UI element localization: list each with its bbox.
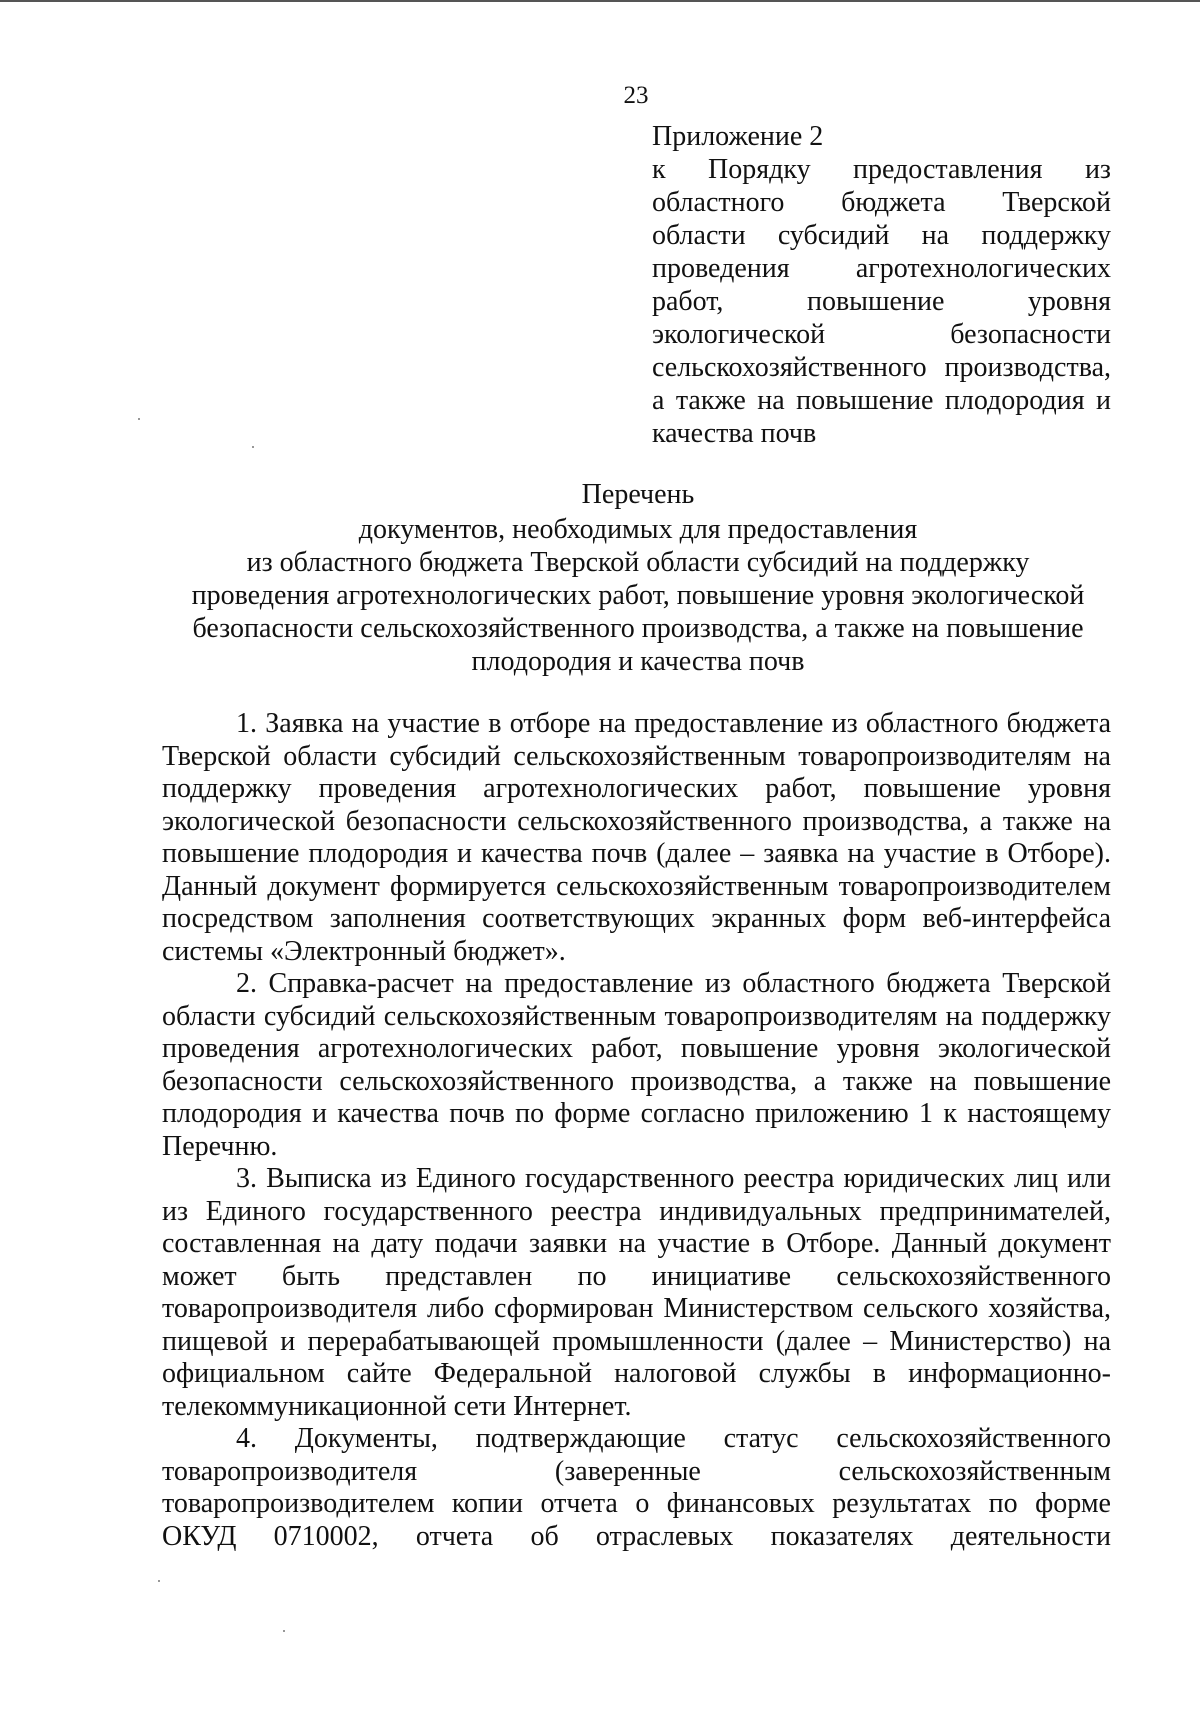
- heading-line: документов, необходимых для предоставления: [358, 514, 918, 545]
- appendix-text: к Порядку предоставления из областного бюджета Тверской области субсидий на поддержку проведения агротехнологических работ, повышение уровня экологической безопасности сельскохозяйственного производства, а также на повышение плодородия и качества почв: [652, 154, 1111, 449]
- scan-speck: [283, 1630, 285, 1632]
- scan-top-edge: [0, 0, 1200, 2]
- list-item-2: 2. Справка-расчет на предоставление из областного бюджета Тверской области субсидий сельскохозяйственным товаропроизводителям на поддержку проведения агротехнологических работ, повышение уровня экологической безопасности сельскохозяйственного производства, а также на повышение плодородия и качества почв по форме согласно приложению 1 к настоящему Перечню.: [162, 968, 1111, 1162]
- heading-title: Перечень: [581, 479, 695, 510]
- document-body: [162, 708, 1111, 1553]
- heading-line: проведения агротехнологических работ, повышение уровня экологической: [191, 580, 1085, 611]
- heading-line: плодородия и качества почв: [471, 646, 805, 677]
- heading-line: из областного бюджета Тверской области субсидий на поддержку: [246, 547, 1030, 578]
- list-item-1: 1. Заявка на участие в отборе на предоставление из областного бюджета Тверской области субсидий сельскохозяйственным товаропроизводителям на поддержку проведения агротехнологических работ, повышение уровня экологической безопасности сельскохозяйственного производства, а также на повышение плодородия и качества почв (далее – заявка на участие в Отборе). Данный документ формируется сельскохозяйственным товаропроизводителем посредством заполнения соответствующих экранных форм веб-интерфейса системы «Электронный бюджет».: [162, 708, 1111, 967]
- list-item-3: 3. Выписка из Единого государственного реестра юридических лиц или из Единого государственного реестра индивидуальных предпринимателей, составленная на дату подачи заявки на участие в Отборе. Данный документ может быть представлен по инициативе сельскохозяйственного товаропроизводителя либо сформирован Министерством сельского хозяйства, пищевой и перерабатывающей промышленности (далее – Министерство) на официальном сайте Федеральной налоговой службы в информационно-телекоммуникационной сети Интернет.: [162, 1163, 1111, 1422]
- scan-speck: [158, 1580, 160, 1582]
- list-item-4: 4. Документы, подтверждающие статус сельскохозяйственного товаропроизводителя (заверенные сельскохозяйственным товаропроизводителем копии отчета о финансовых результатах по форме ОКУД 0710002, отчета об отраслевых показателях деятельности: [162, 1423, 1111, 1552]
- page-number: 23: [623, 82, 649, 109]
- scan-speck: [138, 418, 140, 420]
- appendix-title: Приложение 2: [652, 121, 824, 152]
- document-heading: [160, 478, 1116, 678]
- appendix-block: [652, 120, 1111, 450]
- scan-speck: [252, 446, 254, 448]
- heading-line: безопасности сельскохозяйственного производства, а также на повышение: [192, 613, 1084, 644]
